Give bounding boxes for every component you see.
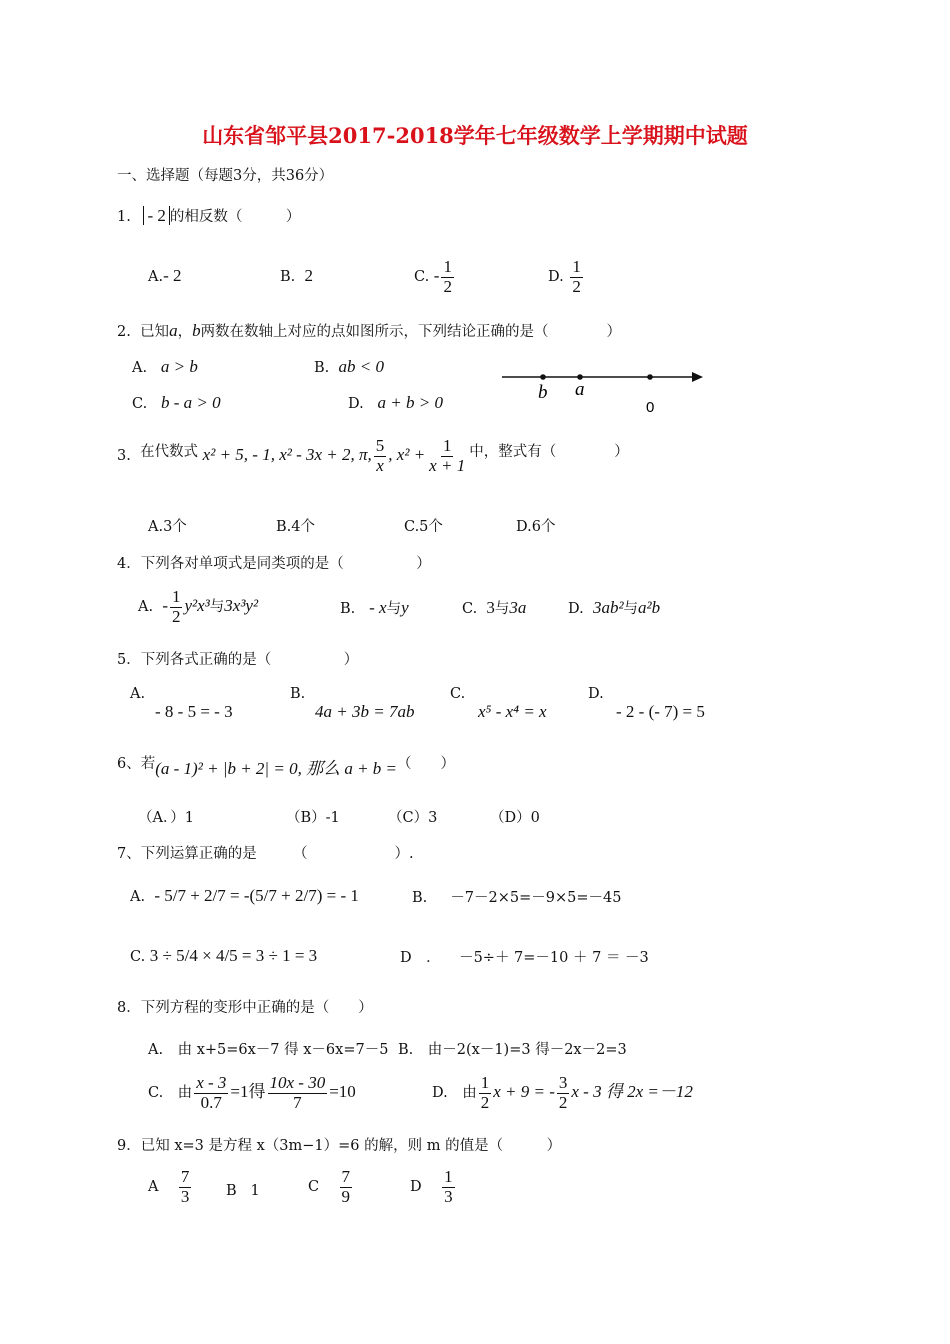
q9-option-c[interactable]: C $\frac{7}{9}$ [308, 1167, 351, 1206]
q9-option-a[interactable]: A $\frac{7}{3}$ [148, 1167, 190, 1206]
q6-option-c[interactable]: （C）3 [388, 810, 438, 826]
q2-option-b[interactable]: B. ab < 0 [314, 357, 384, 376]
point-b [540, 374, 546, 380]
q5-option-a[interactable]: A. - 8 - 5 = - 3 [130, 686, 233, 721]
q3-option-a[interactable]: A.3个 [148, 519, 187, 535]
q1-option-a[interactable]: A.- 2 [148, 266, 182, 285]
label-zero: 0 [646, 399, 655, 416]
q8-option-d[interactable]: D. 由 $\frac{1}{2}$ x + 9 = - $\frac{3}{2}$ x - 3 得 2x =－12 [432, 1073, 693, 1112]
q9-option-d[interactable]: D $\frac{1}{3}$ [410, 1167, 453, 1206]
q1-option-d[interactable]: D. $\frac{1}{2}$ [548, 257, 581, 296]
q6-option-a[interactable]: （A．）1 [138, 810, 194, 826]
q7-option-b[interactable]: B. －7－2×5=－9×5=－45 [412, 890, 622, 906]
q5-option-d[interactable]: D. - 2 - (- 7) = 5 [588, 686, 705, 721]
label-a: a [575, 379, 585, 400]
q8-option-a[interactable]: A. 由 x+5=6x－7 得 x－6x=7－5 [148, 1042, 389, 1058]
q6-option-d[interactable]: （D）0 [490, 810, 540, 826]
q3-option-c[interactable]: C.5个 [404, 519, 443, 535]
label-b: b [538, 382, 548, 403]
question-3: 3. 在代数式 x² + 5, - 1, x² - 3x + 2, π, $\frac{5}{x}$ , x² + $\frac{1}{x + 1}$ 中，整式有（ ） [117, 436, 629, 475]
section-heading: 一、选择题（每题3分，共36分） [117, 168, 334, 184]
q1-option-b[interactable]: B. 2 [280, 266, 313, 285]
q6-option-b[interactable]: （B）-1 [286, 810, 340, 826]
q1-option-c[interactable]: C. - $\frac{1}{2}$ [414, 257, 452, 296]
page-title: 山东省邹平县2017-2018学年七年级数学上学期期中试题 [202, 123, 748, 148]
question-7: 7、下列运算正确的是 （ ）. [117, 846, 414, 862]
question-8: 8．下列方程的变形中正确的是（ ） [117, 1000, 373, 1016]
q2-option-c[interactable]: C. b - a > 0 [132, 393, 221, 412]
question-2: 2. 已知a，b两数在数轴上对应的点如图所示，下列结论正确的是（ ） [117, 321, 622, 340]
q3-option-d[interactable]: D.6个 [516, 519, 556, 535]
q8-option-b[interactable]: B. 由－2(x－1)=3 得－2x－2=3 [398, 1042, 627, 1058]
point-origin [647, 374, 653, 380]
question-5: 5．下列各式正确的是（ ） [117, 652, 359, 668]
question-text: 的相反数（ ） [169, 209, 301, 225]
abs-expression: - 2 [143, 206, 169, 225]
question-4: 4．下列各对单项式是同类项的是（ ） [117, 556, 431, 572]
q5-option-c[interactable]: C. x⁵ - x⁴ = x [450, 686, 547, 721]
number-line-diagram [500, 367, 710, 417]
q5-option-b[interactable]: B. 4a + 3b = 7ab [290, 686, 415, 721]
q7-option-d[interactable]: D ． －5÷＋ 7=－10 ＋ 7 ＝ －3 [400, 950, 649, 966]
question-number: 1. [117, 209, 131, 225]
question-9: 9．已知 x=3 是方程 x（3m−1）=6 的解，则 m 的值是（ ） [117, 1138, 562, 1154]
q2-option-a[interactable]: A. a > b [132, 357, 198, 376]
q7-option-c[interactable]: C. 3 ÷ 5/4 × 4/5 = 3 ÷ 1 = 3 [130, 946, 318, 965]
arrow-head [692, 372, 703, 382]
question-1 [117, 205, 300, 226]
q3-option-b[interactable]: B.4个 [276, 519, 315, 535]
q4-option-d[interactable]: D. 3ab²与a²b [568, 598, 661, 617]
question-6: 6、若(a - 1)² + |b + 2| = 0, 那么 a + b =（ ） [117, 756, 456, 778]
q4-option-c[interactable]: C. 3与3a [462, 598, 527, 617]
q4-option-b[interactable]: B. - x与y [340, 598, 409, 617]
q8-option-c[interactable]: C. 由 $\frac{x - 3}{0.7}$ =1得 $\frac{10x - 30}{7}$ =10 [148, 1073, 356, 1112]
q2-option-d[interactable]: D. a + b > 0 [348, 393, 443, 412]
q4-option-a[interactable]: A. - $\frac{1}{2}$ y²x³与3x³y² [138, 587, 259, 626]
q7-option-a[interactable]: A. - 5/7 + 2/7 = -(5/7 + 2/7) = - 1 [130, 886, 359, 905]
q9-option-b[interactable]: B 1 [226, 1183, 260, 1199]
